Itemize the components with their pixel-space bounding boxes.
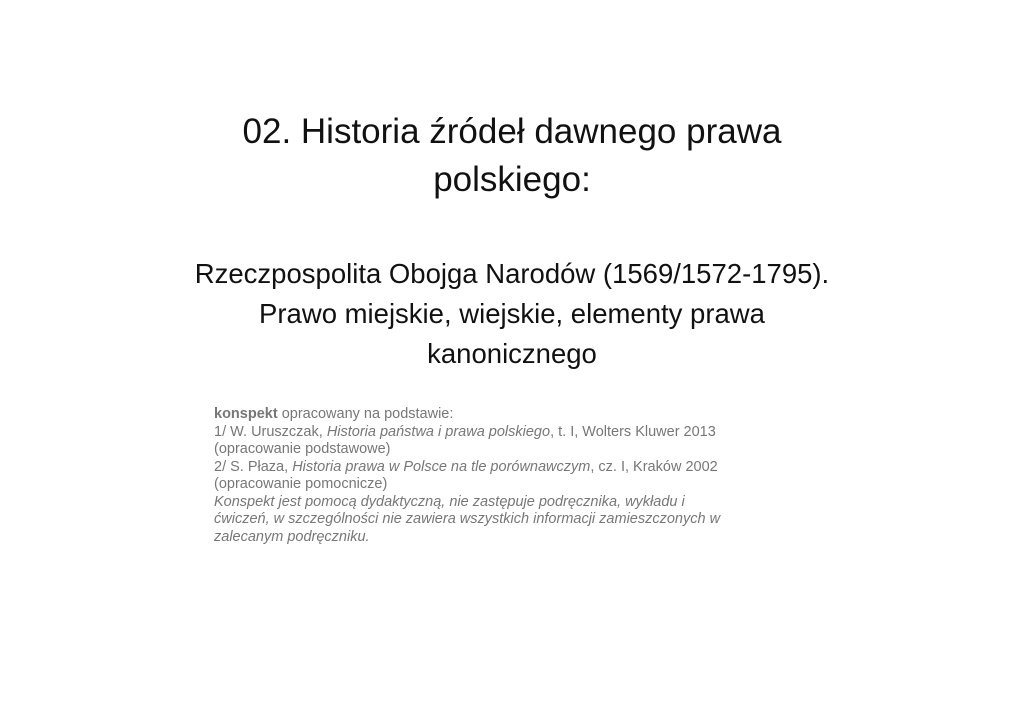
reference-1 [214, 424, 854, 459]
reference-1-details: , t. I, Wolters Kluwer 2013 [550, 423, 716, 440]
reference-1-title: Historia państwa i prawa polskiego [326, 423, 551, 440]
slide-title-line-1: 02. Historia źródeł dawnego prawa [242, 112, 782, 151]
reference-2-author: 2/ S. Płaza, [214, 458, 293, 475]
slide-title-line-2: polskiego: [433, 160, 591, 199]
reference-1-author: 1/ W. Uruszczak, [214, 423, 327, 440]
reference-2 [214, 459, 854, 494]
subtitle-line-3: kanonicznego [427, 338, 597, 369]
slide-title [150, 108, 874, 204]
subtitle-line-1: Rzeczpospolita Obojga Narodów (1569/1572-1795). [194, 258, 830, 289]
slide-subtitle [110, 254, 914, 374]
reference-2-note: (opracowanie pomocnicze) [214, 476, 388, 492]
notes-intro-text: opracowany na podstawie: [277, 406, 454, 422]
notes-intro-keyword: konspekt [214, 406, 278, 422]
disclaimer-line-3: zalecanym podręczniku. [214, 528, 370, 545]
disclaimer-line-2: ćwiczeń, w szczególności nie zawiera wszystkich informacji zamieszczonych w [214, 511, 721, 527]
reference-1-note: (opracowanie podstawowe) [214, 441, 391, 457]
disclaimer [214, 494, 854, 547]
source-notes [214, 406, 854, 546]
notes-intro [214, 406, 854, 424]
disclaimer-line-1: Konspekt jest pomocą dydaktyczną, nie zastępuje podręcznika, wykładu i [214, 493, 685, 510]
reference-2-title: Historia prawa w Polsce na tle porównawczym [292, 458, 591, 475]
reference-2-details: , cz. I, Kraków 2002 [590, 458, 718, 475]
subtitle-line-2: Prawo miejskie, wiejskie, elementy prawa [259, 298, 765, 329]
